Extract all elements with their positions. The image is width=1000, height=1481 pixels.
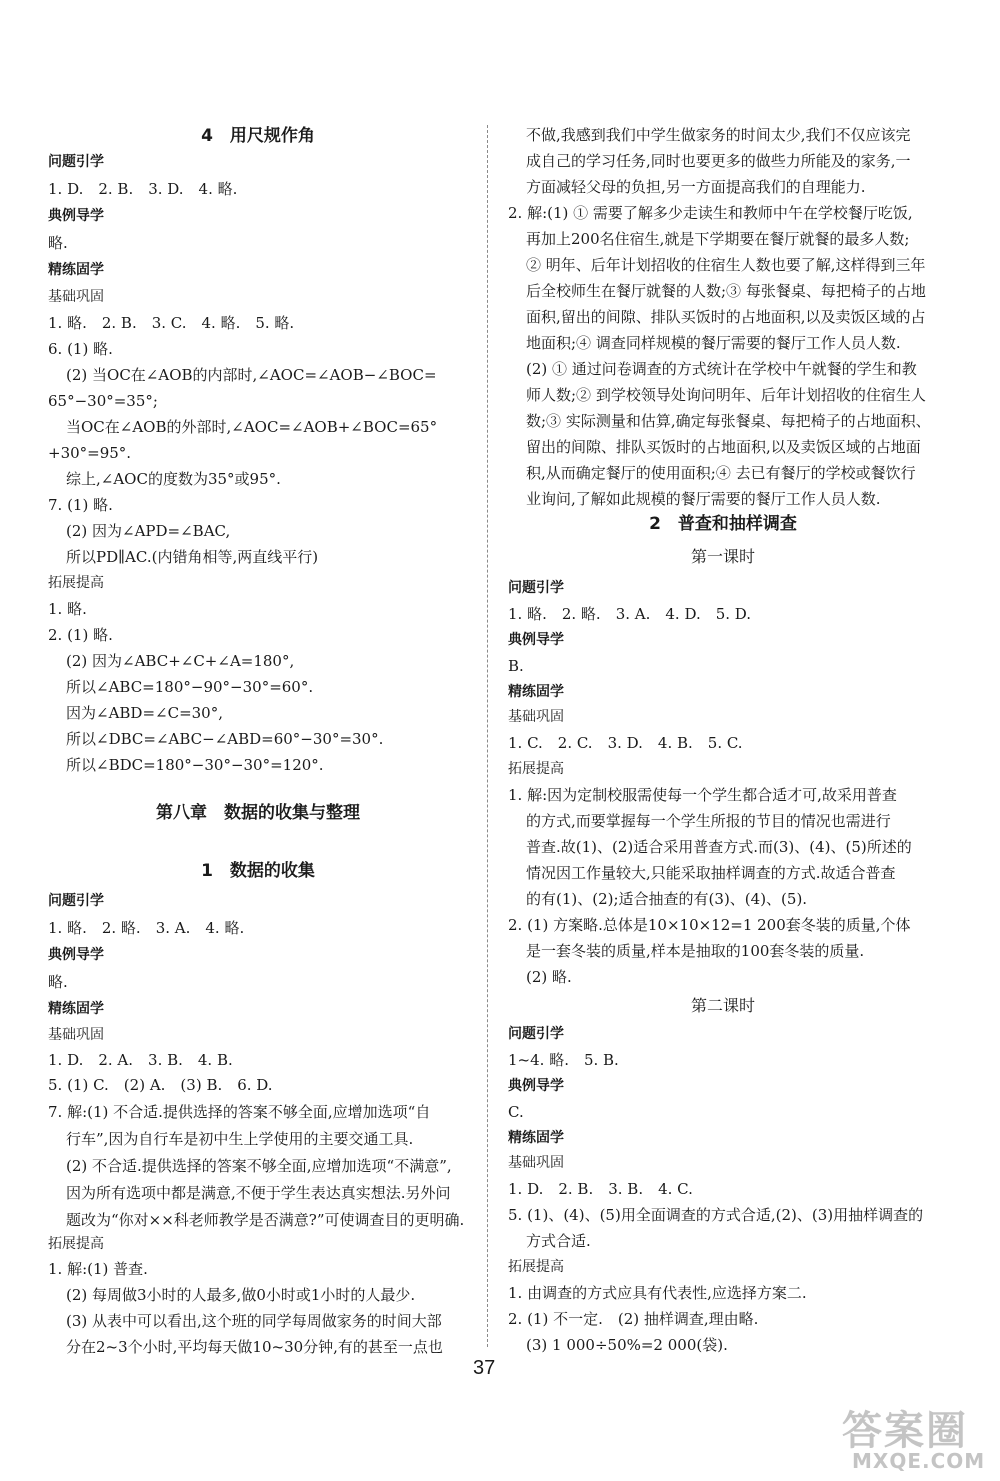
section-heading: 问题引学 xyxy=(508,580,564,596)
answer-line: 综上,∠AOC的度数为35°或95°. xyxy=(66,470,281,488)
subsection-label: 基础巩固 xyxy=(508,1155,564,1171)
page-number: 37 xyxy=(473,1357,496,1379)
answer-line: 的有(1)、(2);适合抽查的有(3)、(4)、(5). xyxy=(526,890,808,908)
answer-line: (2) 略. xyxy=(526,968,572,986)
answer-line: 7. 解:(1) 不合适.提供选择的答案不够全面,应增加选项“自 xyxy=(48,1103,431,1121)
answer-line: 因为∠ABD=∠C=30°, xyxy=(66,704,223,722)
answer-line: 1. 略. 2. 略. 3. A. 4. D. 5. D. xyxy=(508,605,752,623)
answer-line: 行车”,因为自行车是初中生上学使用的主要交通工具. xyxy=(66,1130,414,1148)
answer-line: 1. C. 2. C. 3. D. 4. B. 5. C. xyxy=(508,734,743,752)
subsection-label: 基础巩固 xyxy=(508,709,564,725)
answer-line: 题改为“你对××科老师教学是否满意?”可使调查目的更明确. xyxy=(66,1211,465,1229)
answer-line: 2. (1) 方案略.总体是10×10×12=1 200套冬装的质量,个体 xyxy=(508,916,911,934)
answer-line: (2) ① 通过问卷调查的方式统计在学校中午就餐的学生和教 xyxy=(526,360,917,378)
watermark-logo xyxy=(834,1399,994,1475)
section-heading: 精练固学 xyxy=(508,1130,564,1146)
answer-line: ② 明年、后年计划招收的住宿生人数也要了解,这样得到三年 xyxy=(526,256,926,274)
answer-line: 后全校师生在餐厅就餐的人数;③ 每张餐桌、每把椅子的占地 xyxy=(526,282,926,300)
section-heading: 典例导学 xyxy=(508,632,564,648)
answer-line: 普查.故(1)、(2)适合采用普查方式.而(3)、(4)、(5)所述的 xyxy=(526,838,912,856)
answer-line: 1. D. 2. B. 3. B. 4. C. xyxy=(508,1180,693,1198)
watermark-logo-text: 答案圈 xyxy=(842,1408,968,1454)
section-heading: 典例导学 xyxy=(48,947,104,963)
answer-line: 2. (1) 不一定. (2) 抽样调查,理由略. xyxy=(508,1310,759,1328)
answer-line: 分在2~3个小时,平均每天做10~30分钟,有的甚至一点也 xyxy=(66,1338,443,1356)
answer-line: 2. 解:(1) ① 需要了解多少走读生和教师中午在学校餐厅吃饭, xyxy=(508,204,913,222)
subsection-label: 拓展提高 xyxy=(48,575,104,591)
answer-line: 不做,我感到我们中学生做家务的时间太少,我们不仅应该完 xyxy=(526,126,911,144)
answer-line: 方面减轻父母的负担,另一方面提高我们的自理能力. xyxy=(526,178,866,196)
section-heading: 典例导学 xyxy=(48,208,104,224)
answer-line: 1. 解:(1) 普查. xyxy=(48,1260,148,1278)
answer-line: 65°−30°=35°; xyxy=(48,392,158,410)
answer-line: 成自己的学习任务,同时也要更多的做些力所能及的家务,一 xyxy=(526,152,911,170)
answer-line: 面积,留出的间隙、排队买饭时的占地面积,以及卖饭区域的占 xyxy=(526,308,926,326)
answer-line: (2) 当OC在∠AOB的内部时,∠AOC=∠AOB−∠BOC= xyxy=(66,366,437,384)
answer-line: 积,从而确定餐厅的使用面积;④ 去已有餐厅的学校或餐饮行 xyxy=(526,464,916,482)
answer-line: (2) 每周做3小时的人最多,做0小时或1小时的人最少. xyxy=(66,1286,416,1304)
answer-line: 所以∠DBC=∠ABC−∠ABD=60°−30°=30°. xyxy=(66,730,384,748)
answer-line: 所以PD∥AC.(内错角相等,两直线平行) xyxy=(66,548,319,566)
answer-line: 数;③ 实际测量和估算,确定每张餐桌、每把椅子的占地面积、 xyxy=(526,412,931,430)
answer-line: (3) 从表中可以看出,这个班的同学每周做家务的时间大部 xyxy=(66,1312,442,1330)
answer-line: 业询问,了解如此规模的餐厅需要的餐厅工作人员人数. xyxy=(526,490,881,508)
lesson-title: 第一课时 xyxy=(690,547,755,566)
answer-line: 6. (1) 略. xyxy=(48,340,113,358)
answer-line: (2) 因为∠APD=∠BAC, xyxy=(66,522,231,540)
section-heading: 精练固学 xyxy=(48,262,104,278)
answer-line: 7. (1) 略. xyxy=(48,496,113,514)
answer-line: +30°=95°. xyxy=(48,444,132,462)
section-heading: 典例导学 xyxy=(508,1078,564,1094)
answer-line: 略. xyxy=(48,234,68,252)
lesson-title: 第二课时 xyxy=(690,996,755,1015)
answer-line: 当OC在∠AOB的外部时,∠AOC=∠AOB+∠BOC=65° xyxy=(66,418,438,436)
answer-line: 1. 略. xyxy=(48,600,87,618)
answer-line: 的方式,而要掌握每一个学生所报的节目的情况也需进行 xyxy=(526,812,891,830)
answer-line: 1. 由调查的方式应具有代表性,应选择方案二. xyxy=(508,1284,807,1302)
chapter-title: 第八章 数据的收集与整理 xyxy=(156,803,360,823)
answer-line: 再加上200名住宿生,就是下学期要在餐厅就餐的最多人数; xyxy=(526,230,910,248)
answer-line: 留出的间隙、排队买饭时的占地面积,以及卖饭区域的占地面 xyxy=(526,438,921,456)
answer-line: 地面积;④ 调查同样规模的餐厅需要的餐厅工作人员人数. xyxy=(526,334,901,352)
answer-line: (2) 因为∠ABC+∠C+∠A=180°, xyxy=(66,652,295,670)
section-title: 1 数据的收集 xyxy=(201,861,315,881)
section-heading: 精练固学 xyxy=(48,1001,104,1017)
answer-line: 5. (1) C. (2) A. (3) B. 6. D. xyxy=(48,1076,273,1094)
subsection-label: 拓展提高 xyxy=(48,1236,104,1252)
answer-line: 方式合适. xyxy=(526,1232,591,1250)
answer-line: 所以∠BDC=180°−30°−30°=120°. xyxy=(66,756,324,774)
answer-line: 1. D. 2. B. 3. D. 4. 略. xyxy=(48,180,238,198)
section-heading: 问题引学 xyxy=(48,893,104,909)
section-heading: 问题引学 xyxy=(508,1026,564,1042)
section-title: 2 普查和抽样调查 xyxy=(649,514,797,534)
subsection-label: 拓展提高 xyxy=(508,1259,564,1275)
answer-line: 1. 解:因为定制校服需使每一个学生都合适才可,故采用普查 xyxy=(508,786,897,804)
answer-line: 1. D. 2. A. 3. B. 4. B. xyxy=(48,1051,233,1069)
answer-line: 情况因工作量较大,只能采取抽样调查的方式.故适合普查 xyxy=(526,864,896,882)
answer-line: 因为所有选项中都是满意,不便于学生表达真实想法.另外问 xyxy=(66,1184,451,1202)
section-heading: 问题引学 xyxy=(48,154,104,170)
watermark-site-text: MXQE.COM xyxy=(852,1449,986,1473)
answer-line: B. xyxy=(508,657,524,675)
answer-line: 2. (1) 略. xyxy=(48,626,113,644)
answer-line: 是一套冬装的质量,样本是抽取的100套冬装的质量. xyxy=(526,942,865,960)
section-title: 4 用尺规作角 xyxy=(201,126,315,146)
answer-line: C. xyxy=(508,1103,524,1121)
answer-line: 所以∠ABC=180°−90°−30°=60°. xyxy=(66,678,314,696)
subsection-label: 基础巩固 xyxy=(48,289,104,305)
answer-line: 略. xyxy=(48,973,68,991)
answer-line: 1. 略. 2. 略. 3. A. 4. 略. xyxy=(48,919,245,937)
answer-line: 1. 略. 2. B. 3. C. 4. 略. 5. 略. xyxy=(48,314,295,332)
answer-line: 5. (1)、(4)、(5)用全面调查的方式合适,(2)、(3)用抽样调查的 xyxy=(508,1206,924,1224)
section-heading: 精练固学 xyxy=(508,684,564,700)
column-divider xyxy=(487,125,488,1347)
answer-line: 1~4. 略. 5. B. xyxy=(508,1051,619,1069)
answer-line: 师人数;② 到学校领导处询问明年、后年计划招收的住宿生人 xyxy=(526,386,926,404)
answer-line: (2) 不合适.提供选择的答案不够全面,应增加选项“不满意”, xyxy=(66,1157,452,1175)
subsection-label: 拓展提高 xyxy=(508,761,564,777)
subsection-label: 基础巩固 xyxy=(48,1027,104,1043)
answer-line: (3) 1 000÷50%=2 000(袋). xyxy=(526,1336,728,1354)
